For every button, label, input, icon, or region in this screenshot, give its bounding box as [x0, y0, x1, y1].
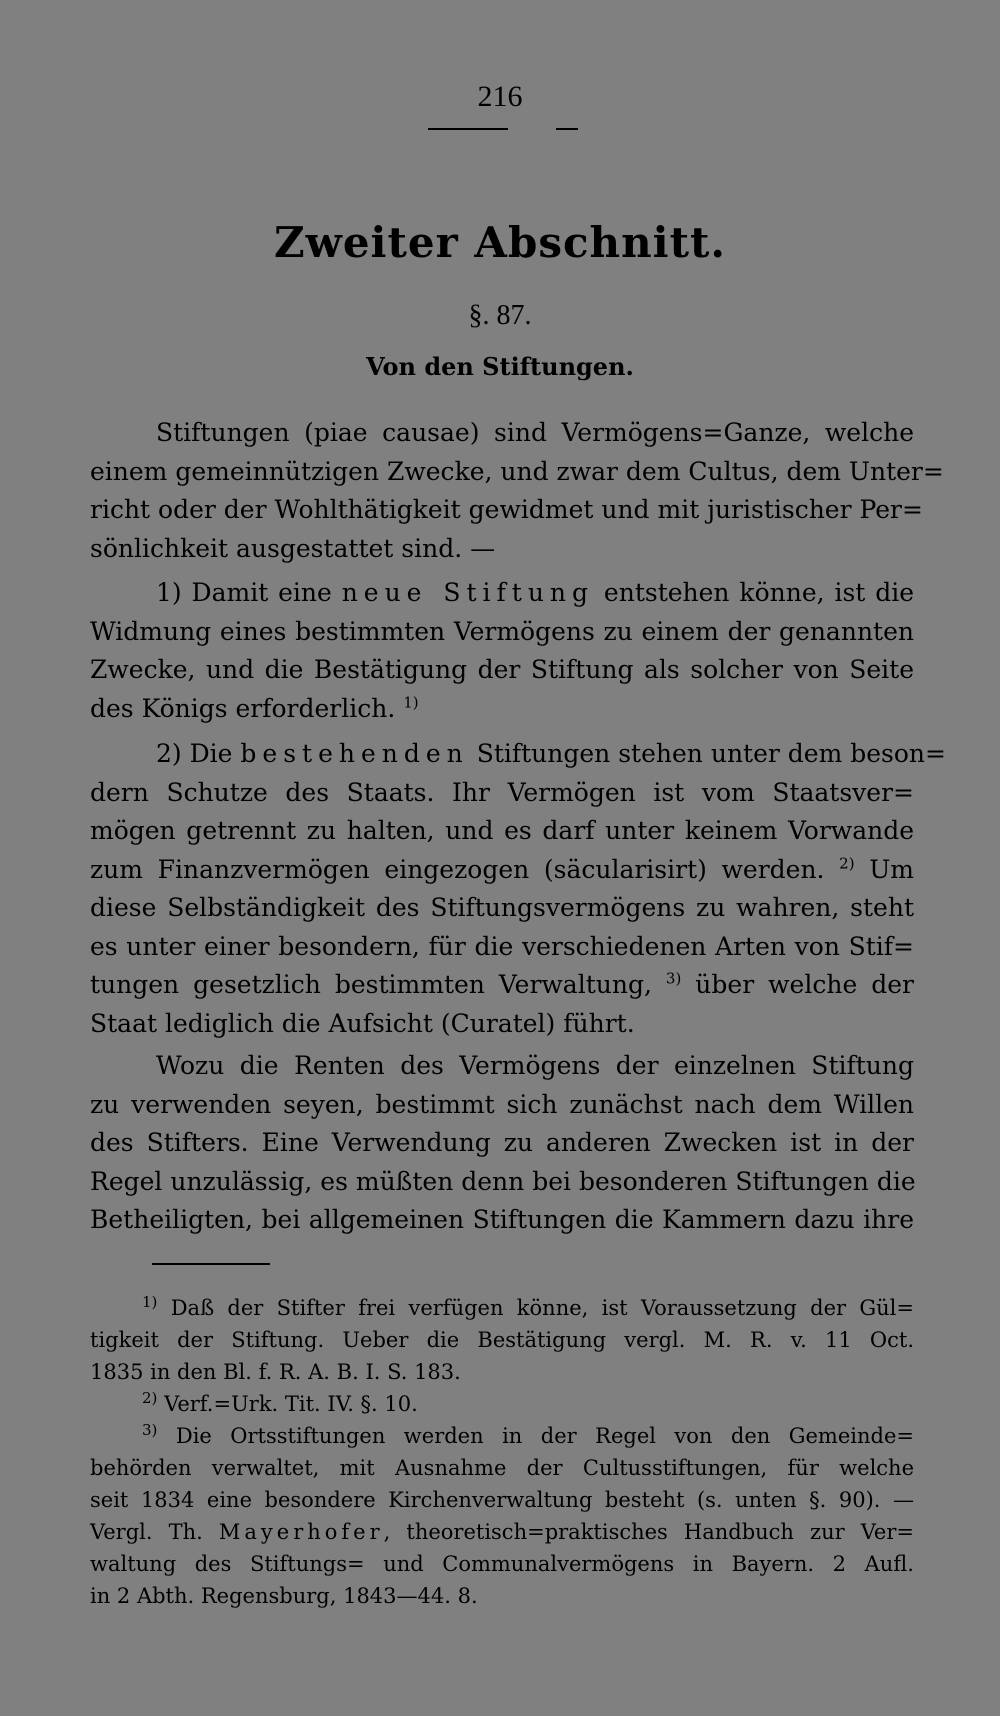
text-line: Betheiligten, bei allgemeinen Stiftungen die Kammern dazu ihre: [90, 1205, 914, 1234]
text-line: [90, 735, 946, 774]
item-2-paragraph: [90, 735, 946, 1043]
section-title: Zweiter Abschnitt.: [274, 218, 726, 267]
text-run: 2) Die: [156, 739, 241, 768]
text-run: Stiftungen stehen unter dem beson=: [468, 739, 946, 768]
paragraph-number: §. 87.: [468, 300, 532, 331]
footnote-rule: [152, 1263, 270, 1265]
text-line: [90, 574, 914, 613]
emphasis-text: bestehenden: [240, 739, 469, 768]
footnote-ref: 1): [403, 693, 419, 712]
footnote-marker: 3): [142, 1421, 158, 1439]
footnotes: [90, 1292, 914, 1612]
text-line: richt oder der Wohlthätigkeit gewidmet und mit juristischer Per=: [90, 495, 923, 524]
footnote-line: behörden verwaltet, mit Ausnahme der Cultusstiftungen, für welche: [90, 1456, 914, 1480]
footnote-line: waltung des Stiftungs= und Communalvermögens in Bayern. 2 Aufl.: [90, 1552, 914, 1576]
text-line: sönlichkeit ausgestattet sind. —: [90, 533, 496, 563]
text-line: [90, 966, 914, 1005]
header-rule: [428, 128, 508, 130]
text-line: Regel unzulässig, es müßten denn bei besonderen Stiftungen die: [90, 1166, 916, 1196]
text-line: einem gemeinnützigen Zwecke, und zwar dem Cultus, dem Unter=: [90, 456, 944, 486]
text-run: Vergl. Th.: [90, 1520, 219, 1544]
footnote-line: seit 1834 eine besondere Kirchenverwaltung besteht (s. unten §. 90). —: [90, 1488, 914, 1512]
text-line: dern Schutze des Staats. Ihr Vermögen ist vom Staatsver=: [90, 777, 914, 807]
footnote-line: in 2 Abth. Regensburg, 1843—44. 8.: [90, 1584, 478, 1608]
text-run: zum Finanzvermögen eingezogen (säcularisirt) werden.: [90, 854, 825, 884]
text-run: des Königs erforderlich.: [90, 693, 396, 723]
text-line: diese Selbständigkeit des Stiftungsvermögens zu wahren, steht: [90, 893, 914, 922]
footnote-1: [90, 1292, 914, 1324]
text-line: [90, 690, 914, 729]
footnote-3: [90, 1420, 914, 1452]
text-run: Die Ortsstiftungen werden in der Regel von den Gemeinde=: [157, 1424, 914, 1448]
text-line: Staat lediglich die Aufsicht (Curatel) führt.: [90, 1008, 635, 1038]
text-line: Zwecke, und die Bestätigung der Stiftung als solcher von Seite: [90, 655, 914, 684]
footnote-line: 1835 in den Bl. f. R. A. B. I. S. 183.: [90, 1360, 461, 1384]
emphasis-text: Mayerhofer: [218, 1520, 384, 1544]
text-line: [90, 851, 914, 890]
text-line: zu verwenden seyen, bestimmt sich zunächst nach dem Willen: [90, 1089, 914, 1119]
footnote-marker: 2): [142, 1389, 158, 1407]
item-1-paragraph: [90, 574, 914, 728]
emphasis-text: neue Stiftung: [341, 578, 595, 607]
footnote-line: [90, 1516, 914, 1548]
subheading: Von den Stiftungen.: [366, 352, 634, 381]
footnote-line: tigkeit der Stiftung. Ueber die Bestätigung vergl. M. R. v. 11 Oct.: [90, 1328, 914, 1352]
text-line: Stiftungen (piae causae) sind Vermögens=Ganze, welche: [156, 418, 914, 447]
footnote-ref: 3): [665, 969, 682, 988]
text-run: Daß der Stifter frei verfügen könne, ist Voraussetzung der Gül=: [157, 1296, 914, 1320]
text-run: entstehen könne, ist die: [594, 578, 914, 607]
footnote-ref: 2): [839, 854, 855, 873]
footnote-2: [90, 1388, 914, 1420]
text-run: über welche der: [681, 970, 914, 999]
footnote-marker: 1): [142, 1293, 158, 1311]
header-rule-short: [556, 128, 578, 130]
text-run: 1) Damit eine: [156, 578, 342, 607]
text-run: tungen gesetzlich bestimmten Verwaltung,: [90, 970, 652, 999]
text-line: mögen getrennt zu halten, und es darf unter keinem Vorwande: [90, 816, 914, 845]
text-run: , theoretisch=praktisches Handbuch zur Ver=: [383, 1520, 914, 1544]
text-run: Verf.=Urk. Tit. IV. §. 10.: [157, 1392, 418, 1416]
closing-paragraph: [90, 1047, 914, 1240]
text-line: Widmung eines bestimmten Vermögens zu einem der genannten: [90, 616, 914, 646]
text-line: es unter einer besondern, für die verschiedenen Arten von Stif=: [90, 931, 914, 961]
intro-paragraph: [90, 414, 944, 568]
text-line: Wozu die Renten des Vermögens der einzelnen Stiftung: [156, 1051, 914, 1080]
page-number: 216: [477, 80, 523, 113]
text-run: Um: [854, 854, 914, 884]
text-line: des Stifters. Eine Verwendung zu anderen Zwecken ist in der: [90, 1128, 914, 1157]
